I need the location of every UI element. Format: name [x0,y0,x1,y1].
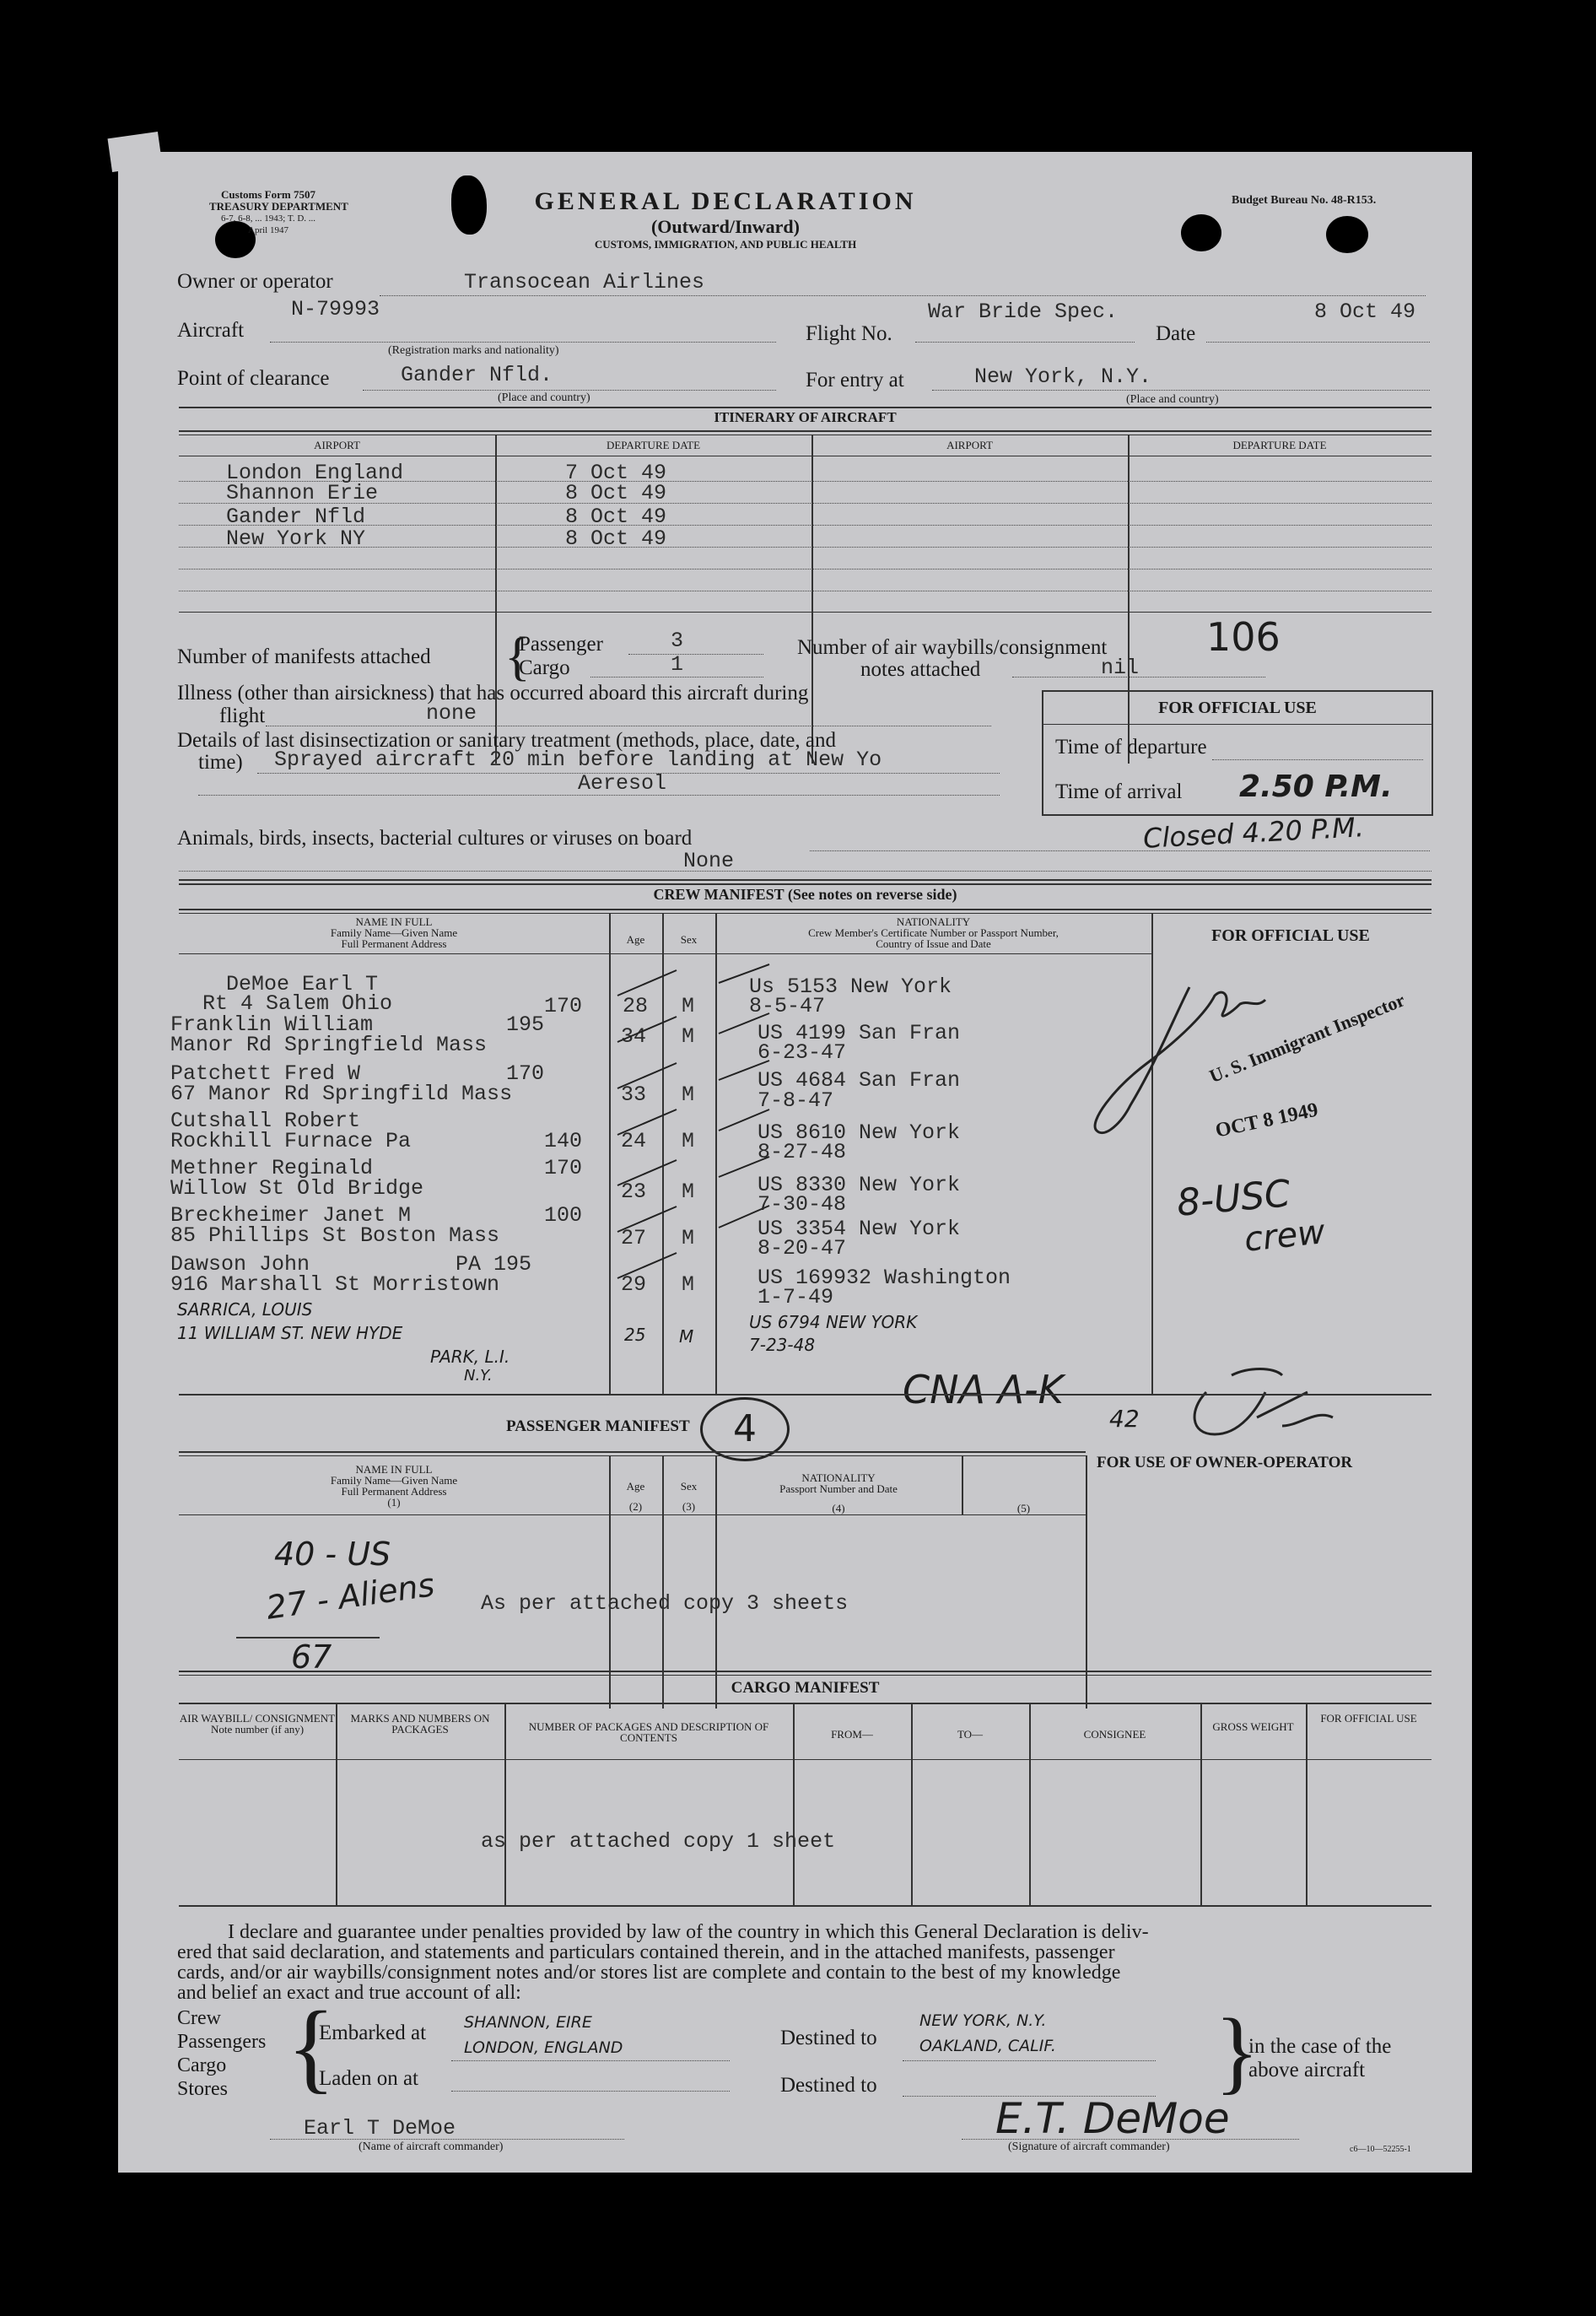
cargo-col-marks: MARKS AND NUMBERS ON PACKAGES [350,1712,490,1736]
crew-col-age: Age [626,933,645,946]
crew-name: Cutshall Robert [170,1109,361,1133]
crew-sex: M [679,1326,694,1347]
declaration-categories [177,2006,266,2101]
notes-label: notes attached [860,658,981,681]
crew-address: 11 WILLIAM ST. NEW HYDE [177,1323,403,1343]
crew-age: 25 [624,1325,646,1345]
itin-date-4: 8 Oct 49 [565,526,667,551]
crew-address: Willow St Old Bridge [170,1176,424,1201]
category-passengers: Passengers [177,2031,267,2053]
crew-nationality: US 4199 San Fran [758,1021,961,1045]
crew-col-sex: Sex [680,933,698,946]
crew-name: Franklin William [170,1012,374,1037]
pass-col-nat-title: NATIONALITY [801,1471,876,1484]
handwritten-number: 106 [1206,614,1281,660]
entry-note: (Place and country) [1126,393,1219,406]
pass-col-nat-num: (4) [832,1502,845,1514]
clearance-label: Point of clearance [177,367,330,390]
crew-nationality: US 8330 New York [758,1173,961,1197]
commander-signature: E.T. DeMoe [995,2094,1230,2143]
crew-nationality: US 3354 New York [758,1217,961,1241]
official-note-usc: 8-USC [1175,1172,1292,1225]
crew-address: 67 Manor Rd Springfild Mass [170,1082,513,1106]
crew-col-name-sub1: Family Name—Given Name [330,926,458,939]
budget-number: Budget Bureau No. 48-R153. [1232,194,1377,207]
cargo-col-from: FROM— [831,1728,873,1741]
itin-airport-4: New York NY [226,526,366,551]
aircraft-note: (Registration marks and nationality) [388,344,559,357]
crew-name: SARRICA, LOUIS [177,1299,313,1320]
destined-label-2: Destined to [780,2074,877,2097]
cargo-count-label: Cargo [519,656,570,679]
crew-name: Breckheimer Janet M [170,1203,412,1228]
flight-label: Flight No. [806,322,892,345]
title-block [456,187,995,251]
manifests-label: Number of manifests attached [177,645,431,668]
animals-label: Animals, birds, insects, bacterial cultures or viruses on board [177,827,693,850]
stamp-date: OCT 8 1949 [1213,1099,1320,1142]
pass-col-age-num: (2) [628,1500,643,1513]
cargo-col-waybill: AIR WAYBILL/ CONSIGNMENT Note number (if any) [179,1712,336,1736]
brace-left-icon: { [287,1990,336,2103]
pass-col-nat-sub: Passport Number and Date [779,1482,898,1495]
signature-note: (Signature of aircraft commander) [1008,2141,1170,2153]
flight-value: War Bride Spec. [928,300,1119,324]
pass-col-name [179,1464,609,1508]
inspector-stamp: U. S. Immigrant Inspector [1206,989,1408,1088]
declaration-form [118,152,1472,2173]
crew-manifest-title: CREW MANIFEST (See notes on reverse side) [653,886,957,903]
crew-col-nationality [715,916,1151,949]
cargo-manifest-title: CARGO MANIFEST [731,1679,880,1697]
itinerary-title: ITINERARY OF AIRCRAFT [714,409,897,425]
laden-label: Laden on at [319,2067,419,2090]
pass-col-nationality [715,1472,962,1514]
cargo-col-to: TO— [957,1728,984,1741]
form-id-block [209,188,348,236]
crew-address: 85 Phillips St Boston Mass [170,1223,500,1248]
category-stores: Stores [177,2078,228,2100]
passenger-manifest-title: PASSENGER MANIFEST [506,1417,690,1435]
crew-sex: M [682,1129,695,1153]
official-use-box [1042,690,1433,816]
crew-age: 34 [621,1024,647,1049]
date-label: Date [1156,322,1196,345]
owner-operator-use: FOR USE OF OWNER-OPERATOR [1097,1454,1353,1471]
in-case-text: in the case of the [1248,2035,1392,2058]
page-subtitle: (Outward/Inward) [650,216,800,237]
disinsect-value: Sprayed aircraft 20 min before landing at New Yo [274,748,882,772]
animals-value: None [683,849,735,873]
crew-passport-date: 8-20-47 [758,1236,847,1261]
crew-age: 28 [623,994,649,1018]
agencies: CUSTOMS, IMMIGRATION, AND PUBLIC HEALTH [594,238,857,251]
cargo-col-official: FOR OFFICIAL USE [1320,1712,1417,1725]
crew-name: Patchett Fred W [170,1061,361,1086]
date-value: 8 Oct 49 [1314,300,1416,324]
pass-col-age [609,1477,662,1517]
itin-col-airport-2: AIRPORT [946,439,993,451]
brace-right-icon: } [1215,2000,1259,2103]
aircraft-value: N-79993 [291,297,380,321]
crew-weight: 170 [544,1156,583,1180]
declaration-line-3: cards, and/or air waybills/consignment notes and/or stores list are complete and contain to the best of my knowledge [177,1962,1121,1984]
itin-col-departure: DEPARTURE DATE [606,439,701,451]
destined-2: OAKLAND, CALIF. [919,2037,1056,2055]
official-note-crew: crew [1242,1212,1327,1260]
commander-name: Earl T DeMoe [304,2116,456,2141]
department: TREASURY DEPARTMENT [209,200,348,213]
declaration-line-4: and belief an exact and true account of all: [177,1982,521,2004]
destined-1: NEW YORK, N.Y. [919,2011,1047,2030]
disinsect-label: Details of last disinsectization or sanitary treatment (methods, place, date, and [177,729,836,752]
crew-age: 27 [621,1226,647,1250]
crew-col-nat-sub1: Crew Member's Certificate Number or Passport Number, [808,926,1059,939]
itin-airport-3: Gander Nfld [226,505,366,529]
form-date: April 1947 [248,225,288,235]
crew-sex: M [682,1272,695,1297]
pass-col-name-sub2: Full Permanent Address [341,1485,447,1498]
crew-nationality: US 4684 San Fran [758,1068,961,1093]
pass-col-name-num: (1) [387,1496,401,1509]
crew-passport-date: 8-27-48 [758,1140,847,1164]
cargo-col-consignee: CONSIGNEE [1083,1728,1146,1741]
closed-note: Closed 4.20 P.M. [1142,811,1365,855]
tick-marks [609,958,778,1329]
crew-weight: 100 [544,1203,583,1228]
refs-line: 6-7, 6-8, ... 1943; T. D. ... [220,213,316,224]
above-aircraft-text: above aircraft [1248,2059,1366,2081]
pass-col-5: (5) [1016,1502,1031,1514]
tally-aliens: 27 - Aliens [263,1566,437,1627]
disinsect-label-2: time) [198,751,243,774]
official-initials-icon [1181,1358,1350,1460]
crew-weight: 170 [544,994,583,1018]
crew-nationality: US 8610 New York [758,1120,961,1145]
pass-col-sex-num: (3) [682,1500,696,1513]
pass-col-name-sub1: Family Name—Given Name [330,1474,458,1487]
cna-note: CNA A-K [903,1367,1064,1412]
punch-hole [1326,216,1368,253]
pass-col-sex [662,1477,715,1517]
itin-date-3: 8 Oct 49 [565,505,667,529]
cargo-count: 1 [671,652,684,677]
crew-col-nat-title: NATIONALITY [896,915,971,928]
crew-col-name-sub2: Full Permanent Address [341,937,447,950]
embarked-2: LONDON, ENGLAND [464,2038,623,2057]
circled-count: 4 [700,1397,790,1461]
crew-sex: M [682,1082,695,1107]
owner-label: Owner or operator [177,270,333,293]
crew-address: Manor Rd Springfield Mass [170,1033,488,1057]
crew-col-official: FOR OFFICIAL USE [1211,926,1370,945]
illness-value: none [426,701,477,726]
commander-name-note: (Name of aircraft commander) [359,2141,504,2153]
print-code: c6—10—52255-1 [1350,2145,1411,2154]
aircraft-label: Aircraft [177,319,245,342]
arrival-time-label: Time of arrival [1055,780,1183,803]
itin-col-departure-2: DEPARTURE DATE [1232,439,1327,451]
crew-weight: 170 [506,1061,545,1086]
destined-label: Destined to [780,2027,877,2049]
itin-date-2: 8 Oct 49 [565,481,667,505]
category-cargo: Cargo [177,2054,227,2076]
itin-col-airport: AIRPORT [314,439,360,451]
embarked-1: SHANNON, EIRE [464,2013,592,2032]
pass-col-name-title: NAME IN FULL [355,1463,433,1476]
page-title: GENERAL DECLARATION [534,187,917,215]
tally-us: 40 - US [274,1536,391,1573]
embarked-label: Embarked at [319,2022,427,2044]
crew-passport-date: 8-5-47 [749,994,826,1018]
entry-label: For entry at [806,369,904,391]
entry-value: New York, N.Y. [974,364,1152,389]
cargo-attached: as per attached copy 1 sheet [481,1829,836,1854]
crew-age: 24 [621,1129,647,1153]
passenger-count: 3 [671,629,684,653]
crew-weight: 195 [506,1012,545,1037]
crew-age: 23 [621,1180,647,1204]
owner-value: Transocean Airlines [464,270,705,294]
crew-sex: M [682,1180,695,1204]
crew-address: 916 Marshall St Morristown [170,1272,500,1297]
illness-label-2: flight [219,705,266,727]
crew-age: 29 [621,1272,647,1297]
disinsect-value-2: Aeresol [578,771,667,796]
crew-sex: M [682,994,695,1018]
passenger-attached: As per attached copy 3 sheets [481,1591,849,1616]
clearance-value: Gander Nfld. [401,363,553,387]
illness-label: Illness (other than airsickness) that has occurred aboard this aircraft during [177,682,809,705]
declaration-line-1: I declare and guarantee under penalties provided by law of the country in which this General Declaration is deliv- [228,1921,1149,1943]
crew-passport-date: 7-8-47 [758,1088,834,1113]
crew-passport-date: 7-30-48 [758,1192,847,1217]
crew-name: DeMoe Earl T [226,972,379,996]
cargo-col-packages: NUMBER OF PACKAGES AND DESCRIPTION OF CONTENTS [528,1720,769,1744]
official-box-title: FOR OFFICIAL USE [1158,699,1317,717]
clearance-note: (Place and country) [498,391,590,404]
waybills-label: Number of air waybills/consignment [797,636,1108,659]
category-crew: Crew [177,2007,221,2029]
departure-time-label: Time of departure [1055,736,1207,759]
itin-airport-2: Shannon Erie [226,481,379,505]
form-number: Customs Form 7507 [221,188,315,201]
crew-nationality: Us 5153 New York [749,974,952,999]
tally-total: 67 [291,1638,332,1676]
crew-col-name [179,916,609,949]
punch-hole [1181,214,1221,251]
crew-weight: PA 195 [456,1252,532,1277]
crew-nationality: US 169932 Washington [758,1266,1011,1290]
inspector-signature-icon [1063,962,1282,1156]
crew-address: Rockhill Furnace Pa [170,1129,412,1153]
crew-col-nat-sub2: Country of Issue and Date [876,937,991,950]
crew-sex: M [682,1226,695,1250]
pass-col-sex-title: Sex [680,1480,698,1493]
crew-name: Dawson John [170,1252,310,1277]
declaration-line-2: ered that said declaration, and statements and particulars contained therein, and in the attached manifests, passenger [177,1941,1115,1963]
arrival-time-value: 2.50 P.M. [1239,769,1393,804]
pass-col-age-title: Age [626,1480,645,1493]
crew-passport-date: 1-7-49 [758,1285,834,1309]
itin-date-1: 7 Oct 49 [565,461,667,485]
crew-sex: M [682,1024,695,1049]
cna-note-2: 42 [1109,1405,1140,1433]
itin-airport-1: London England [226,461,404,485]
crew-col-name-title: NAME IN FULL [355,915,433,928]
crew-address: Rt 4 Salem Ohio [202,991,393,1016]
crew-passport-date: 7-23-48 [749,1335,816,1355]
brace-icon: { [504,626,531,686]
passenger-count-label: Passenger [519,633,603,656]
notes-value: nil [1101,656,1140,680]
crew-address-3: N.Y. [464,1367,493,1385]
crew-passport-date: 6-23-47 [758,1040,847,1065]
crew-age: 33 [621,1082,647,1107]
crew-nationality: US 6794 NEW YORK [749,1312,918,1332]
crew-weight: 140 [544,1129,583,1153]
crew-name: Methner Reginald [170,1156,374,1180]
cargo-col-weight: GROSS WEIGHT [1212,1720,1294,1733]
crew-address-2: PARK, L.I. [430,1347,510,1367]
